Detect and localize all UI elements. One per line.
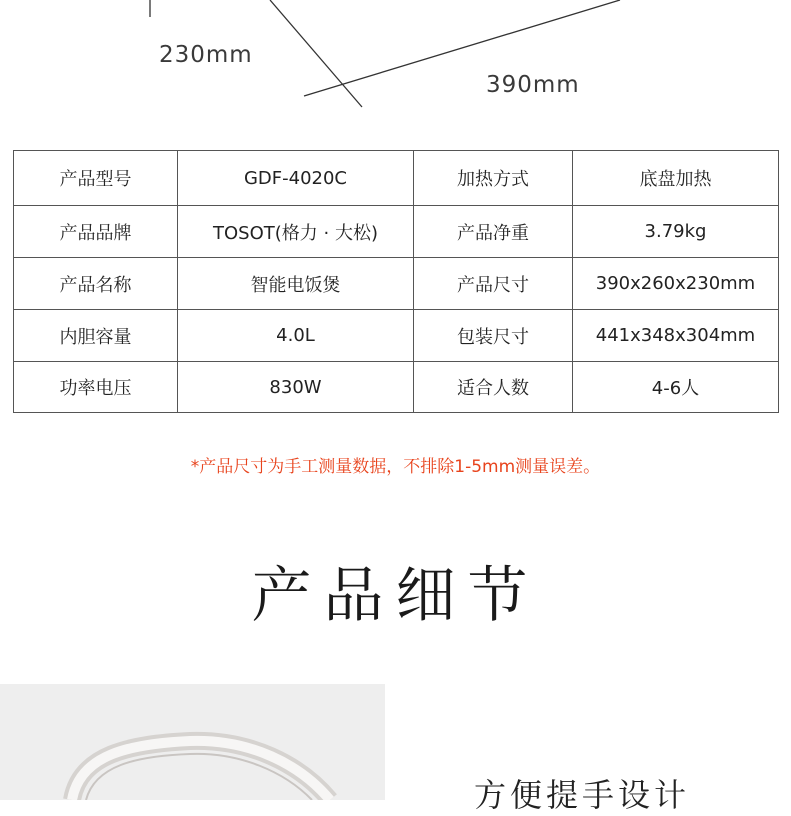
spec-value: 441x348x304mm xyxy=(573,310,779,362)
spec-label: 包装尺寸 xyxy=(414,310,573,362)
table-row xyxy=(14,206,779,258)
spec-value: 390x260x230mm xyxy=(573,258,779,310)
handle-illustration xyxy=(0,684,385,800)
product-handle-photo xyxy=(0,684,385,800)
spec-label: 产品品牌 xyxy=(14,206,178,258)
spec-label: 适合人数 xyxy=(414,362,573,413)
spec-value: 底盘加热 xyxy=(573,151,779,206)
spec-value: 3.79kg xyxy=(573,206,779,258)
table-row xyxy=(14,310,779,362)
table-row xyxy=(14,151,779,206)
table-row xyxy=(14,362,779,413)
spec-value: TOSOT(格力 · 大松) xyxy=(178,206,414,258)
spec-value: GDF-4020C xyxy=(178,151,414,206)
spec-value: 智能电饭煲 xyxy=(178,258,414,310)
spec-label: 产品型号 xyxy=(14,151,178,206)
width-dimension-line xyxy=(270,0,362,107)
spec-label: 加热方式 xyxy=(414,151,573,206)
spec-label: 内胆容量 xyxy=(14,310,178,362)
spec-table xyxy=(13,150,779,413)
spec-value: 4-6人 xyxy=(573,362,779,413)
section-title: 产品细节 xyxy=(251,561,540,631)
dimension-lines xyxy=(0,0,791,120)
spec-label: 产品名称 xyxy=(14,258,178,310)
spec-label: 产品尺寸 xyxy=(414,258,573,310)
width-dimension-label: 230mm xyxy=(159,42,253,68)
spec-value: 830W xyxy=(178,362,414,413)
length-dimension-label: 390mm xyxy=(486,72,580,98)
spec-label: 产品净重 xyxy=(414,206,573,258)
spec-label: 功率电压 xyxy=(14,362,178,413)
measurement-note: *产品尺寸为手工测量数据，不排除1-5mm测量误差。 xyxy=(190,457,601,477)
feature-title: 方便提手设计 xyxy=(474,776,691,814)
table-row xyxy=(14,258,779,310)
spec-value: 4.0L xyxy=(178,310,414,362)
